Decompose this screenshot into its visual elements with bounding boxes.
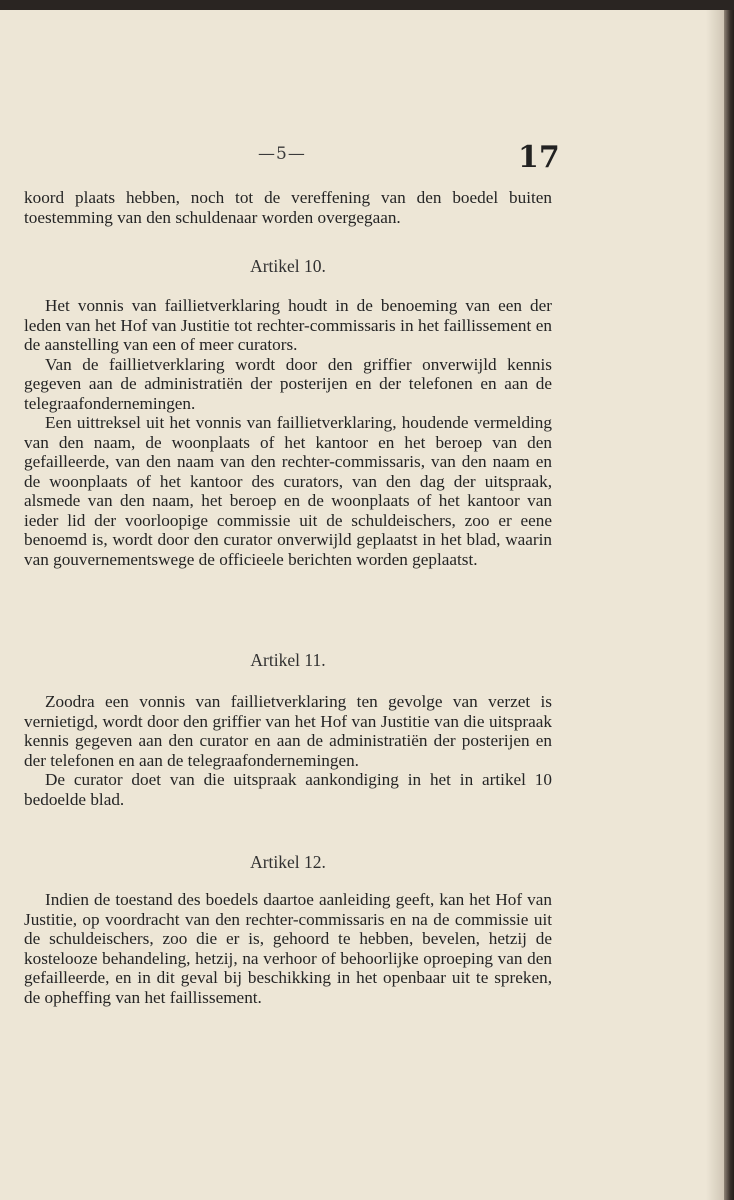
article-11-body xyxy=(24,692,552,809)
article-12-heading: Artikel 12. xyxy=(250,852,326,872)
page-marker: —5— xyxy=(258,144,306,164)
article-10-paragraph-3: Een uittreksel uit het vonnis van faillietverklaring, houdende vermelding van den naam, de woonplaats of het kantoor en het beroep van den gefailleerde, van den naam van den rechter-commissaris, van den naam en de woonplaats of het kantoor des curators, van den dag der uitspraak, alsmede van den naam, het beroep en de woonplaats of het kantoor van ieder lid der voorloopige commissie uit de schuldeischers, zoo er eene benoemd is, wordt door den curator onverwijld geplaatst in het blad, waarin van gouvernementswege de officieele berichten worden geplaatst. xyxy=(24,413,552,569)
book-edge xyxy=(724,10,734,1200)
article-10-paragraph-1: Het vonnis van faillietverklaring houdt in de benoeming van een der leden van het Hof van Justitie tot rechter-commissaris in het faillissement en de aanstelling van een of meer curators. xyxy=(24,296,552,354)
article-10-body xyxy=(24,296,552,569)
article-10-heading: Artikel 10. xyxy=(250,256,326,276)
article-11-heading: Artikel 11. xyxy=(250,650,326,670)
article-12-paragraph-1: Indien de toestand des boedels daartoe aanleiding geeft, kan het Hof van Justitie, op voordracht van den rechter-commissaris en na de commissie uit de schuldeischers, zoo die er is, gehoord te hebben, bevelen, hetzij de kostelooze behandeling, hetzij, na verhoor of behoorlijke oproeping van den gefailleerde, en in dit geval bij beschikking in het openbaar uit te spreken, de opheffing van het faillissement. xyxy=(24,890,552,1007)
page-header xyxy=(0,142,724,182)
folio-number: 17 xyxy=(518,140,560,175)
scanned-page xyxy=(0,10,724,1200)
page-edge-shadow xyxy=(706,10,724,1200)
article-11-paragraph-2: De curator doet van die uitspraak aankondiging in het in artikel 10 bedoelde blad. xyxy=(24,770,552,809)
intro-text xyxy=(24,188,552,227)
article-11-paragraph-1: Zoodra een vonnis van faillietverklaring ten gevolge van verzet is vernietigd, wordt door den griffier van het Hof van Justitie van die uitspraak kennis gegeven aan den curator en aan de administratiën der posterijen en der telefonen en aan de telegraafondernemingen. xyxy=(24,692,552,770)
article-10-paragraph-2: Van de faillietverklaring wordt door den griffier onverwijld kennis gegeven aan de administratiën der posterijen en der telefonen en aan de telegraafondernemingen. xyxy=(24,354,552,413)
article-12-body xyxy=(24,890,552,1007)
intro-paragraph: koord plaats hebben, noch tot de vereffening van den boedel buiten toestemming van den schuldenaar worden overgegaan. xyxy=(24,188,552,227)
